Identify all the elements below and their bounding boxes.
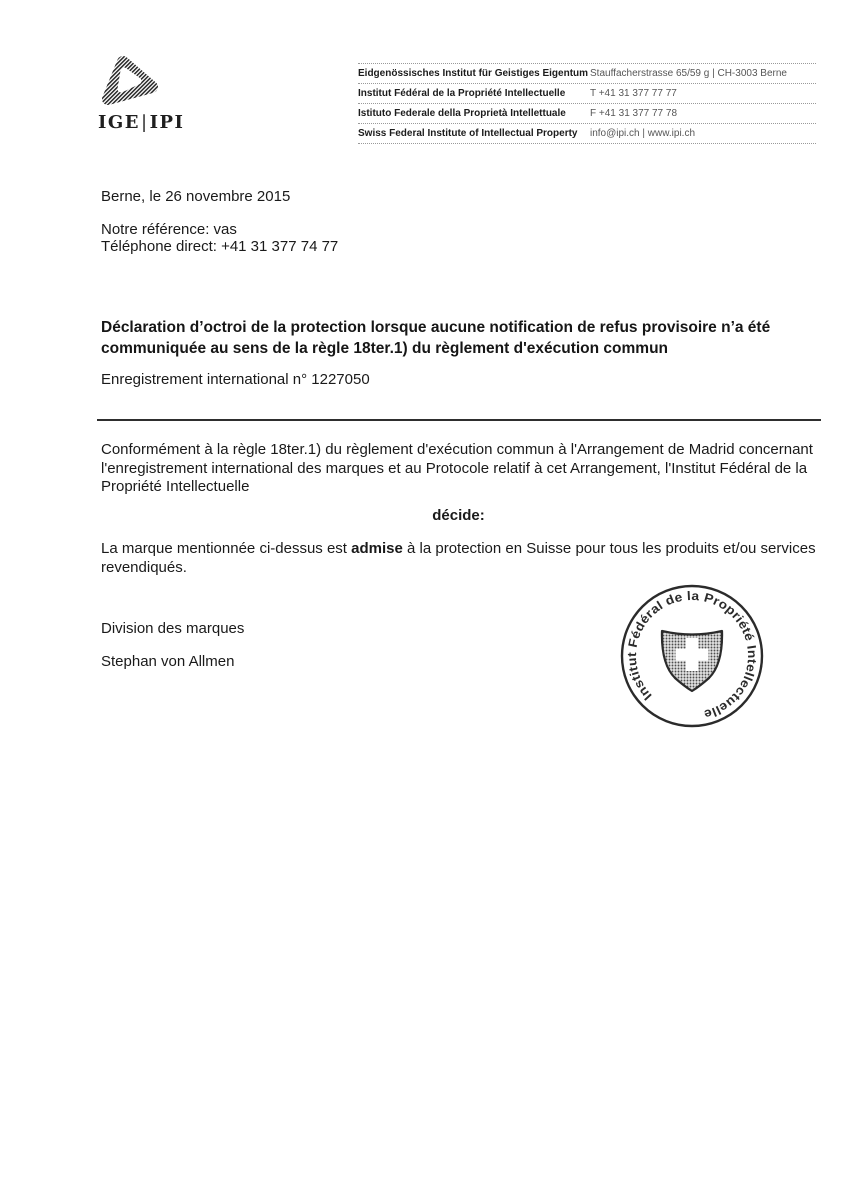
reference-line: Notre référence: vas [101,221,237,238]
subject-line-1: Déclaration d’octroi de la protection lorsque aucune notification de refus provisoire n’a été [101,319,771,336]
subject-heading [101,317,825,359]
swiss-shield-icon [662,631,722,691]
grant-text-pre: La marque mentionnée ci-dessus est [101,540,352,557]
legal-paragraph [101,441,813,497]
decision-word: décide: [432,507,485,524]
direct-phone-line: Téléphone direct: +41 31 377 74 77 [101,238,339,255]
date-line: Berne, le 26 novembre 2015 [101,188,291,205]
ige-ipi-wordmark [98,112,184,133]
wordmark-ige: IGE [98,112,141,133]
horizontal-rule [97,419,821,421]
institute-name-de: Eidgenössisches Institut für Geistiges Eigentum [358,68,589,79]
grant-text-post: à la protection en Suisse pour tous les produits et/ou services [402,540,816,557]
fax-number: F +41 31 377 77 78 [590,108,678,119]
registration-number-line: Enregistrement international n° 1227050 [101,371,370,388]
institute-name-en: Swiss Federal Institute of Intellectual Property [358,128,578,139]
grant-line-1 [101,540,816,559]
grant-line-2: revendiqués. [101,558,187,576]
legal-paragraph-line-2: l'enregistrement international des marques et au Protocole relatif à cet Arrangement, l'Institut Fédéral de la [101,459,808,477]
reference-block [101,221,338,255]
wordmark-separator: | [141,112,149,133]
letterhead-row [358,123,816,144]
ipi-logo-icon [100,56,160,112]
grant-paragraph [101,540,816,577]
grant-admise-bold: admise [351,540,403,557]
letterhead-row [358,63,816,83]
letterhead-row [358,103,816,123]
email-web: info@ipi.ch | www.ipi.ch [590,128,696,139]
street-address: Stauffacherstrasse 65/59 g | CH-3003 Berne [590,68,787,79]
stamp-ring-text: Institut Fédéral de la Propriété Intellectuelle [624,588,760,722]
signer-name: Stephan von Allmen [101,653,235,670]
institute-name-fr: Institut Fédéral de la Propriété Intellectuelle [358,88,566,99]
letterhead-row [358,83,816,103]
institute-seal-stamp [616,581,768,733]
institute-name-it: Istituto Federale della Proprietà Intellettuale [358,108,566,119]
wordmark-ipi: IPI [149,112,185,133]
division-line: Division des marques [101,620,245,637]
phone-number: T +41 31 377 77 77 [590,88,677,99]
letterhead-table [358,63,816,144]
subject-line-2: communiquée au sens de la règle 18ter.1) du règlement d'exécution commun [101,340,669,357]
legal-paragraph-line-3: Propriété Intellectuelle [101,478,250,495]
legal-paragraph-line-1: Conformément à la règle 18ter.1) du règlement d'exécution commun à l'Arrangement de Madrid concernant [101,441,813,458]
